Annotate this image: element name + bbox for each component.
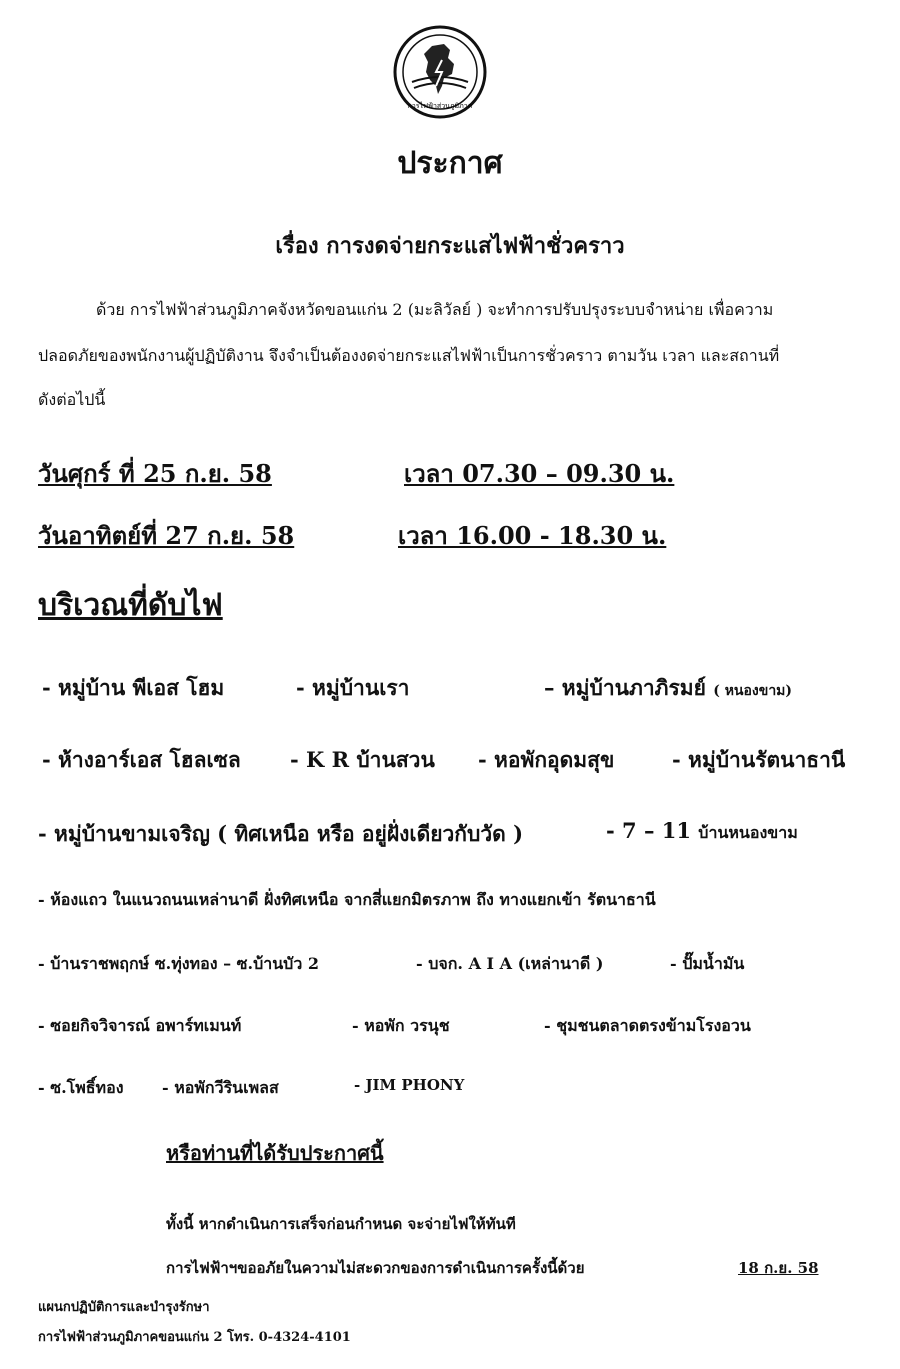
place-village-rao: - หมู่บ้านเรา: [296, 675, 410, 700]
intro-line-2: ปลอดภัยของพนักงานผู้ปฏิบัติงาน จึงจำเป็นต้องงดจ่ายกระแสไฟฟ้าเป็นการชั่วคราว ตามวัน เวลา และสถานที่: [38, 346, 780, 365]
place-aia: - บจก. A I A (เหล่านาดี ): [416, 954, 604, 973]
or-heading: หรือท่านที่ได้รับประกาศนี้: [166, 1141, 384, 1165]
place-phaphirom: – หมู่บ้านภาภิรมย์ ( หนองขาม): [544, 675, 793, 700]
place-7-11-note: บ้านหนองขาม: [698, 823, 798, 842]
place-ratchaphruek: - บ้านราชพฤกษ์ ซ.ทุ่งทอง – ซ.บ้านบัว 2: [38, 954, 320, 973]
place-gas-station: - ปั๊มน้ำมัน: [670, 954, 745, 973]
place-phaphirom-note: ( หนองขาม): [713, 683, 793, 699]
place-jim-phony: - JIM PHONY: [354, 1076, 465, 1094]
footer-department: แผนกปฏิบัติการและบำรุงรักษา: [38, 1300, 210, 1315]
closing-line-1: ทั้งนี้ หากดำเนินการเสร็จก่อนกำหนด จะจ่ายไฟให้ทันที: [166, 1215, 516, 1233]
place-shophouses: - ห้องแถว ในแนวถนนเหล่านาดี ฝั่งทิศเหนือ จากสี่แยกมิตรภาพ ถึง ทางแยกเข้า รัตนาธานี: [38, 890, 656, 909]
place-7-11: - 7 – 11 บ้านหนองขาม: [606, 818, 798, 843]
announcement-date: 18 ก.ย. 58: [738, 1259, 819, 1277]
footer-contact: การไฟฟ้าส่วนภูมิภาคขอนแก่น 2 โทร. 0-4324-4101: [38, 1330, 351, 1345]
schedule-time-1: เวลา 07.30 – 09.30 น.: [404, 459, 675, 488]
place-kitwijarn-apartment: - ซอยกิจวิจารณ์ อพาร์ทเมนท์: [38, 1016, 242, 1035]
place-kham-charoen: - หมู่บ้านขามเจริญ ( ทิศเหนือ หรือ อยู่ฝั่งเดียวกับวัด ): [38, 821, 524, 846]
place-ps-home: - หมู่บ้าน พีเอส โฮม: [42, 675, 225, 700]
place-woranut-dorm: - หอพัก วรนุช: [352, 1016, 450, 1035]
intro-line-3: ดังต่อไปนี้: [38, 390, 106, 409]
pea-seal-icon: [392, 24, 488, 120]
place-market-community: - ชุมชนตลาดตรงข้ามโรงอวน: [544, 1016, 751, 1035]
closing-line-2: การไฟฟ้าฯขออภัยในความไม่สะดวกของการดำเนินการครั้งนี้ด้วย: [166, 1259, 585, 1277]
page-title: ประกาศ: [397, 146, 503, 181]
place-kr-garden: - K R บ้านสวน: [290, 747, 435, 772]
schedule-time-2: เวลา 16.00 - 18.30 น.: [398, 521, 667, 550]
place-pho-thong: - ซ.โพธิ์ทอง: [38, 1078, 124, 1097]
place-rs-wholesale: - ห้างอาร์เอส โฮลเซล: [42, 747, 241, 772]
seal-text: การไฟฟ้าส่วนภูมิภาค: [407, 102, 473, 110]
intro-line-1: ด้วย การไฟฟ้าส่วนภูมิภาคจังหวัดขอนแก่น 2 (มะลิวัลย์ ) จะทำการปรับปรุงระบบจำหน่าย เพื่อความ: [96, 300, 774, 319]
place-udomsuk-dorm: - หอพักอุดมสุข: [478, 747, 615, 772]
place-rattanathani: - หมู่บ้านรัตนาธานี: [672, 747, 846, 772]
place-virin-place: - หอพักวีรินเพลส: [162, 1078, 279, 1097]
subject-line: เรื่อง การงดจ่ายกระแสไฟฟ้าชั่วคราว: [275, 233, 625, 259]
schedule-day-2: วันอาทิตย์ที่ 27 ก.ย. 58: [38, 521, 295, 550]
area-heading: บริเวณที่ดับไฟ: [38, 588, 223, 623]
schedule-day-1: วันศุกร์ ที่ 25 ก.ย. 58: [38, 459, 272, 488]
